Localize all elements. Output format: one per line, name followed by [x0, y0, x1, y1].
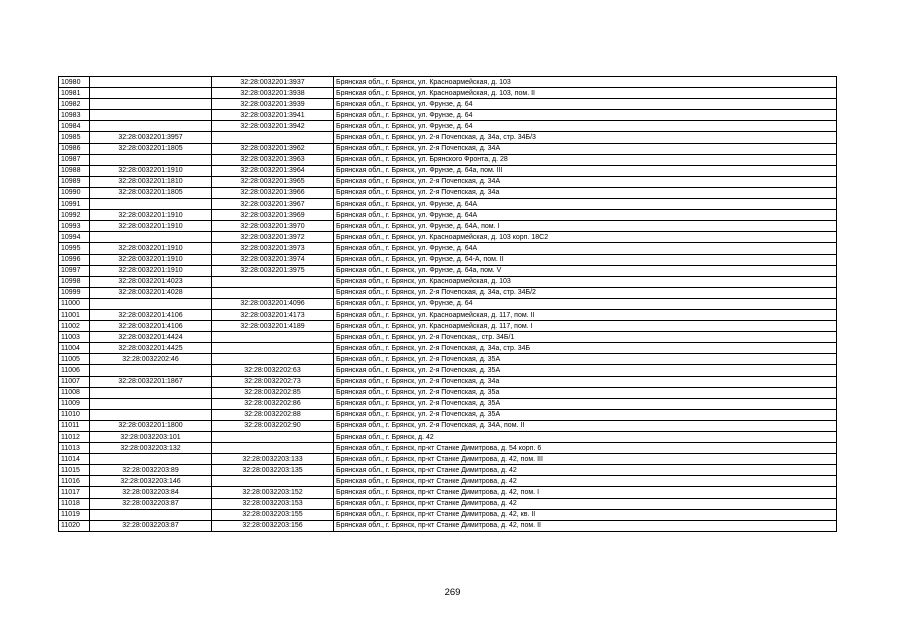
address-cell: Брянская обл., г. Брянск, ул. 2-я Почепская, д. 34а, стр. 34Б/3: [334, 132, 837, 143]
object-cadastral-number-cell: 32:28:0032201:3939: [212, 99, 334, 110]
address-cell: Брянская обл., г. Брянск, ул. Красноармейская, д. 103: [334, 77, 837, 88]
parcel-cadastral-number-cell: 32:28:0032203:84: [90, 487, 212, 498]
address-cell: Брянская обл., г. Брянск, ул. 2-я Почепская, д. 34а, стр. 34Б/2: [334, 287, 837, 298]
parcel-cadastral-number-cell: 32:28:0032201:1810: [90, 176, 212, 187]
object-cadastral-number-cell: 32:28:0032201:3964: [212, 165, 334, 176]
row-number-cell: 10995: [59, 243, 90, 254]
parcel-cadastral-number-cell: 32:28:0032202:46: [90, 354, 212, 365]
row-number-cell: 11011: [59, 420, 90, 431]
table-row: [59, 454, 837, 465]
object-cadastral-number-cell: 32:28:0032201:3975: [212, 265, 334, 276]
parcel-cadastral-number-cell: [90, 77, 212, 88]
address-cell: Брянская обл., г. Брянск, ул. 2-я Почепская, д. 35а: [334, 387, 837, 398]
parcel-cadastral-number-cell: [90, 365, 212, 376]
table-row: [59, 254, 837, 265]
parcel-cadastral-number-cell: 32:28:0032201:1805: [90, 143, 212, 154]
parcel-cadastral-number-cell: 32:28:0032201:4424: [90, 332, 212, 343]
object-cadastral-number-cell: 32:28:0032201:3942: [212, 121, 334, 132]
document-page: [58, 76, 837, 532]
parcel-cadastral-number-cell: [90, 121, 212, 132]
parcel-cadastral-number-cell: 32:28:0032201:1867: [90, 376, 212, 387]
row-number-cell: 11008: [59, 387, 90, 398]
row-number-cell: 11003: [59, 332, 90, 343]
row-number-cell: 10999: [59, 287, 90, 298]
address-cell: Брянская обл., г. Брянск, д. 42: [334, 432, 837, 443]
row-number-cell: 10994: [59, 232, 90, 243]
address-cell: Брянская обл., г. Брянск, ул. Красноармейская, д. 103, пом. II: [334, 88, 837, 99]
object-cadastral-number-cell: [212, 287, 334, 298]
object-cadastral-number-cell: 32:28:0032203:135: [212, 465, 334, 476]
row-number-cell: 11014: [59, 454, 90, 465]
address-cell: Брянская обл., г. Брянск, ул. Фрунзе, д. 64: [334, 110, 837, 121]
table-row: [59, 143, 837, 154]
row-number-cell: 11018: [59, 498, 90, 509]
row-number-cell: 11009: [59, 398, 90, 409]
row-number-cell: 11005: [59, 354, 90, 365]
table-row: [59, 398, 837, 409]
address-cell: Брянская обл., г. Брянск, ул. 2-я Почепская, д. 35А: [334, 365, 837, 376]
address-cell: Брянская обл., г. Брянск, пр-кт Станке Димитрова, д. 42, пом. III: [334, 454, 837, 465]
object-cadastral-number-cell: 32:28:0032201:4096: [212, 298, 334, 309]
object-cadastral-number-cell: 32:28:0032201:3973: [212, 243, 334, 254]
row-number-cell: 10997: [59, 265, 90, 276]
address-cell: Брянская обл., г. Брянск, ул. 2-я Почепская,, стр. 34Б/1: [334, 332, 837, 343]
object-cadastral-number-cell: [212, 276, 334, 287]
table-row: [59, 121, 837, 132]
parcel-cadastral-number-cell: 32:28:0032201:1800: [90, 420, 212, 431]
row-number-cell: 11012: [59, 432, 90, 443]
parcel-cadastral-number-cell: 32:28:0032203:146: [90, 476, 212, 487]
row-number-cell: 10981: [59, 88, 90, 99]
page-number: 269: [444, 587, 461, 598]
parcel-cadastral-number-cell: 32:28:0032201:4106: [90, 309, 212, 320]
row-number-cell: 10998: [59, 276, 90, 287]
object-cadastral-number-cell: 32:28:0032203:152: [212, 487, 334, 498]
table-row: [59, 509, 837, 520]
parcel-cadastral-number-cell: 32:28:0032201:4028: [90, 287, 212, 298]
address-cell: Брянская обл., г. Брянск, ул. Красноармейская, д. 103 корп. 18С2: [334, 232, 837, 243]
object-cadastral-number-cell: 32:28:0032202:86: [212, 398, 334, 409]
row-number-cell: 11013: [59, 443, 90, 454]
address-cell: Брянская обл., г. Брянск, ул. 2-я Почепская, д. 34А: [334, 143, 837, 154]
parcel-cadastral-number-cell: 32:28:0032201:1805: [90, 187, 212, 198]
object-cadastral-number-cell: 32:28:0032201:3963: [212, 154, 334, 165]
parcel-cadastral-number-cell: 32:28:0032203:87: [90, 498, 212, 509]
parcel-cadastral-number-cell: 32:28:0032203:87: [90, 520, 212, 531]
address-cell: Брянская обл., г. Брянск, ул. Фрунзе, д. 64А: [334, 210, 837, 221]
table-row: [59, 520, 837, 531]
object-cadastral-number-cell: [212, 432, 334, 443]
table-row: [59, 376, 837, 387]
object-cadastral-number-cell: 32:28:0032203:156: [212, 520, 334, 531]
row-number-cell: 10987: [59, 154, 90, 165]
address-cell: Брянская обл., г. Брянск, ул. Фрунзе, д. 64: [334, 298, 837, 309]
table-row: [59, 321, 837, 332]
table-row: [59, 309, 837, 320]
table-row: [59, 332, 837, 343]
table-row: [59, 287, 837, 298]
address-cell: Брянская обл., г. Брянск, ул. 2-я Почепская, д. 34А: [334, 176, 837, 187]
address-cell: Брянская обл., г. Брянск, ул. Фрунзе, д. 64: [334, 121, 837, 132]
parcel-cadastral-number-cell: [90, 154, 212, 165]
object-cadastral-number-cell: 32:28:0032201:3972: [212, 232, 334, 243]
table-row: [59, 443, 837, 454]
parcel-cadastral-number-cell: 32:28:0032201:1910: [90, 265, 212, 276]
table-body: [59, 77, 837, 532]
parcel-cadastral-number-cell: 32:28:0032203:89: [90, 465, 212, 476]
parcel-cadastral-number-cell: [90, 199, 212, 210]
row-number-cell: 11020: [59, 520, 90, 531]
object-cadastral-number-cell: 32:28:0032203:133: [212, 454, 334, 465]
table-row: [59, 176, 837, 187]
parcel-cadastral-number-cell: [90, 232, 212, 243]
address-cell: Брянская обл., г. Брянск, ул. Фрунзе, д. 64А: [334, 243, 837, 254]
object-cadastral-number-cell: 32:28:0032202:73: [212, 376, 334, 387]
table-row: [59, 298, 837, 309]
object-cadastral-number-cell: 32:28:0032202:88: [212, 409, 334, 420]
table-row: [59, 487, 837, 498]
object-cadastral-number-cell: [212, 343, 334, 354]
table-row: [59, 187, 837, 198]
row-number-cell: 11006: [59, 365, 90, 376]
table-row: [59, 77, 837, 88]
table-row: [59, 154, 837, 165]
row-number-cell: 10982: [59, 99, 90, 110]
table-row: [59, 276, 837, 287]
parcel-cadastral-number-cell: [90, 298, 212, 309]
parcel-cadastral-number-cell: [90, 387, 212, 398]
row-number-cell: 10993: [59, 221, 90, 232]
row-number-cell: 11017: [59, 487, 90, 498]
object-cadastral-number-cell: 32:28:0032201:3938: [212, 88, 334, 99]
object-cadastral-number-cell: [212, 443, 334, 454]
object-cadastral-number-cell: 32:28:0032201:4173: [212, 309, 334, 320]
object-cadastral-number-cell: 32:28:0032202:90: [212, 420, 334, 431]
object-cadastral-number-cell: [212, 476, 334, 487]
table-row: [59, 432, 837, 443]
parcel-cadastral-number-cell: 32:28:0032201:1910: [90, 254, 212, 265]
object-cadastral-number-cell: 32:28:0032203:155: [212, 509, 334, 520]
row-number-cell: 10990: [59, 187, 90, 198]
address-cell: Брянская обл., г. Брянск, ул. Фрунзе, д. 64А: [334, 199, 837, 210]
cadastral-table: [58, 76, 837, 532]
address-cell: Брянская обл., г. Брянск, ул. 2-я Почепская, д. 35А: [334, 354, 837, 365]
row-number-cell: 11010: [59, 409, 90, 420]
parcel-cadastral-number-cell: 32:28:0032201:3957: [90, 132, 212, 143]
address-cell: Брянская обл., г. Брянск, пр-кт Станке Димитрова, д. 42: [334, 465, 837, 476]
address-cell: Брянская обл., г. Брянск, пр-кт Станке Димитрова, д. 42, пом. II: [334, 520, 837, 531]
object-cadastral-number-cell: 32:28:0032201:3970: [212, 221, 334, 232]
table-row: [59, 221, 837, 232]
address-cell: Брянская обл., г. Брянск, ул. 2-я Почепская, д. 35А: [334, 398, 837, 409]
parcel-cadastral-number-cell: [90, 509, 212, 520]
parcel-cadastral-number-cell: [90, 99, 212, 110]
table-row: [59, 409, 837, 420]
address-cell: Брянская обл., г. Брянск, ул. 2-я Почепская, д. 34а, стр. 34Б: [334, 343, 837, 354]
table-row: [59, 265, 837, 276]
row-number-cell: 10996: [59, 254, 90, 265]
address-cell: Брянская обл., г. Брянск, пр-кт Станке Димитрова, д. 42, кв. II: [334, 509, 837, 520]
object-cadastral-number-cell: 32:28:0032202:63: [212, 365, 334, 376]
parcel-cadastral-number-cell: 32:28:0032201:4425: [90, 343, 212, 354]
row-number-cell: 10986: [59, 143, 90, 154]
address-cell: Брянская обл., г. Брянск, ул. 2-я Почепская, д. 34а: [334, 376, 837, 387]
object-cadastral-number-cell: 32:28:0032203:153: [212, 498, 334, 509]
object-cadastral-number-cell: 32:28:0032201:3962: [212, 143, 334, 154]
parcel-cadastral-number-cell: 32:28:0032201:1910: [90, 165, 212, 176]
object-cadastral-number-cell: [212, 132, 334, 143]
address-cell: Брянская обл., г. Брянск, ул. Брянского Фронта, д. 28: [334, 154, 837, 165]
address-cell: Брянская обл., г. Брянск, ул. Красноармейская, д. 117, пом. I: [334, 321, 837, 332]
parcel-cadastral-number-cell: 32:28:0032203:101: [90, 432, 212, 443]
object-cadastral-number-cell: 32:28:0032201:3967: [212, 199, 334, 210]
address-cell: Брянская обл., г. Брянск, ул. Красноармейская, д. 117, пом. II: [334, 309, 837, 320]
row-number-cell: 10989: [59, 176, 90, 187]
object-cadastral-number-cell: 32:28:0032201:3966: [212, 187, 334, 198]
table-row: [59, 199, 837, 210]
address-cell: Брянская обл., г. Брянск, ул. 2-я Почепская, д. 35А: [334, 409, 837, 420]
row-number-cell: 10991: [59, 199, 90, 210]
table-row: [59, 420, 837, 431]
parcel-cadastral-number-cell: 32:28:0032203:132: [90, 443, 212, 454]
row-number-cell: 10980: [59, 77, 90, 88]
row-number-cell: 10992: [59, 210, 90, 221]
parcel-cadastral-number-cell: 32:28:0032201:1910: [90, 221, 212, 232]
row-number-cell: 11015: [59, 465, 90, 476]
address-cell: Брянская обл., г. Брянск, ул. Фрунзе, д. 64а, пом. V: [334, 265, 837, 276]
row-number-cell: 11000: [59, 298, 90, 309]
table-row: [59, 165, 837, 176]
table-row: [59, 354, 837, 365]
table-row: [59, 387, 837, 398]
address-cell: Брянская обл., г. Брянск, пр-кт Станке Димитрова, д. 54 корп. 6: [334, 443, 837, 454]
table-row: [59, 243, 837, 254]
object-cadastral-number-cell: 32:28:0032202:85: [212, 387, 334, 398]
row-number-cell: 11019: [59, 509, 90, 520]
object-cadastral-number-cell: [212, 332, 334, 343]
parcel-cadastral-number-cell: 32:28:0032201:4023: [90, 276, 212, 287]
row-number-cell: 10985: [59, 132, 90, 143]
parcel-cadastral-number-cell: [90, 454, 212, 465]
object-cadastral-number-cell: 32:28:0032201:4189: [212, 321, 334, 332]
table-row: [59, 232, 837, 243]
address-cell: Брянская обл., г. Брянск, пр-кт Станке Димитрова, д. 42: [334, 498, 837, 509]
table-row: [59, 365, 837, 376]
row-number-cell: 11002: [59, 321, 90, 332]
address-cell: Брянская обл., г. Брянск, ул. Фрунзе, д. 64А, пом. I: [334, 221, 837, 232]
row-number-cell: 11016: [59, 476, 90, 487]
table-row: [59, 99, 837, 110]
row-number-cell: 10983: [59, 110, 90, 121]
parcel-cadastral-number-cell: [90, 398, 212, 409]
address-cell: Брянская обл., г. Брянск, ул. Красноармейская, д. 103: [334, 276, 837, 287]
object-cadastral-number-cell: 32:28:0032201:3941: [212, 110, 334, 121]
address-cell: Брянская обл., г. Брянск, ул. Фрунзе, д. 64-А, пом. II: [334, 254, 837, 265]
row-number-cell: 11001: [59, 309, 90, 320]
table-row: [59, 498, 837, 509]
row-number-cell: 11004: [59, 343, 90, 354]
object-cadastral-number-cell: 32:28:0032201:3965: [212, 176, 334, 187]
address-cell: Брянская обл., г. Брянск, пр-кт Станке Димитрова, д. 42, пом. I: [334, 487, 837, 498]
parcel-cadastral-number-cell: 32:28:0032201:4106: [90, 321, 212, 332]
object-cadastral-number-cell: [212, 354, 334, 365]
table-row: [59, 465, 837, 476]
address-cell: Брянская обл., г. Брянск, ул. Фрунзе, д. 64а, пом. III: [334, 165, 837, 176]
table-row: [59, 132, 837, 143]
address-cell: Брянская обл., г. Брянск, ул. Фрунзе, д. 64: [334, 99, 837, 110]
row-number-cell: 11007: [59, 376, 90, 387]
object-cadastral-number-cell: 32:28:0032201:3969: [212, 210, 334, 221]
row-number-cell: 10988: [59, 165, 90, 176]
parcel-cadastral-number-cell: 32:28:0032201:1910: [90, 243, 212, 254]
table-row: [59, 110, 837, 121]
table-row: [59, 476, 837, 487]
parcel-cadastral-number-cell: 32:28:0032201:1910: [90, 210, 212, 221]
object-cadastral-number-cell: 32:28:0032201:3937: [212, 77, 334, 88]
object-cadastral-number-cell: 32:28:0032201:3974: [212, 254, 334, 265]
row-number-cell: 10984: [59, 121, 90, 132]
parcel-cadastral-number-cell: [90, 409, 212, 420]
parcel-cadastral-number-cell: [90, 88, 212, 99]
table-row: [59, 88, 837, 99]
table-row: [59, 343, 837, 354]
parcel-cadastral-number-cell: [90, 110, 212, 121]
address-cell: Брянская обл., г. Брянск, ул. 2-я Почепская, д. 34а: [334, 187, 837, 198]
table-row: [59, 210, 837, 221]
address-cell: Брянская обл., г. Брянск, пр-кт Станке Димитрова, д. 42: [334, 476, 837, 487]
address-cell: Брянская обл., г. Брянск, ул. 2-я Почепская, д. 34А, пом. II: [334, 420, 837, 431]
